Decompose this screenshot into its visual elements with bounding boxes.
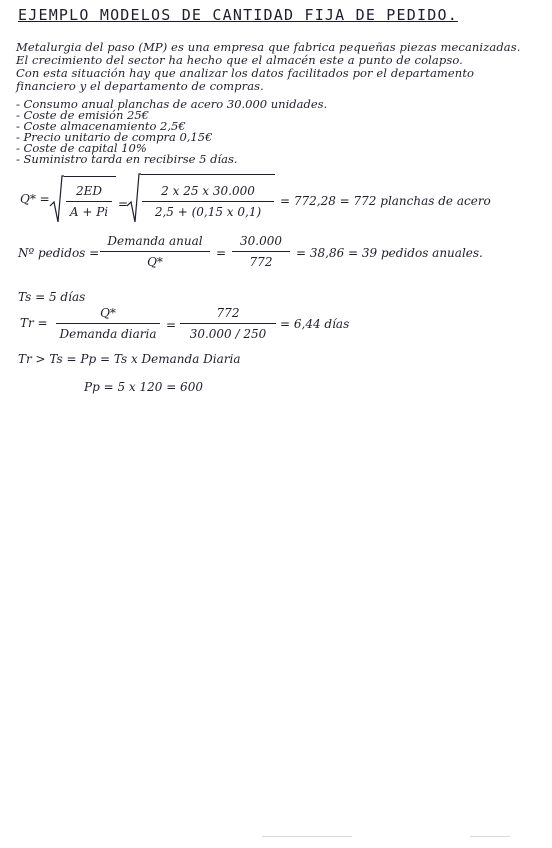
fraction-bar bbox=[180, 323, 276, 324]
paragraph-line-1: Metalurgia del paso (MP) es una empresa que fabrica pequeñas piezas mecanizadas. bbox=[16, 40, 521, 54]
fraction-bar bbox=[56, 323, 160, 324]
eq1-equals: = bbox=[118, 197, 129, 211]
eq2-f1-numerator: Demanda anual bbox=[107, 234, 203, 248]
eq3-f2-numerator: 772 bbox=[216, 306, 240, 320]
document-title: EJEMPLO MODELOS DE CANTIDAD FIJA DE PEDIDO. bbox=[18, 6, 458, 24]
bullet-consumo: - Consumo anual planchas de acero 30.000 unidades. bbox=[16, 97, 328, 111]
eq1-f1-numerator: 2ED bbox=[75, 184, 102, 198]
fraction-bar bbox=[100, 251, 210, 252]
eq1-f2-denominator: 2,5 + (0,15 x 0,1) bbox=[154, 205, 262, 219]
eq1-f2-numerator: 2 x 25 x 30.000 bbox=[161, 184, 255, 198]
eq2-f2-numerator: 30.000 bbox=[240, 234, 282, 248]
sqrt-sign-2 bbox=[127, 174, 141, 224]
bullet-capital: - Coste de capital 10% bbox=[16, 141, 147, 155]
eq3-result: = 6,44 días bbox=[280, 317, 350, 331]
eq1-fraction-1 bbox=[66, 184, 112, 219]
paragraph-line-3: Con esta situación hay que analizar los datos facilitados por el departamento bbox=[16, 66, 475, 80]
sqrt-sign-1 bbox=[50, 176, 64, 224]
eq4-line: Tr > Ts = Pp = Ts x Demanda Diaria bbox=[18, 352, 241, 366]
bullet-suministro: - Suministro tarda en recibirse 5 días. bbox=[16, 152, 238, 166]
bullet-almacenamiento: - Coste almacenamiento 2,5€ bbox=[16, 119, 186, 133]
eq2-result: = 38,86 = 39 pedidos anuales. bbox=[296, 246, 483, 260]
fraction-bar bbox=[232, 251, 290, 252]
fraction-bar bbox=[66, 201, 112, 202]
sqrt-bar-1 bbox=[64, 176, 116, 177]
eq3-f2-denominator: 30.000 / 250 bbox=[189, 327, 267, 341]
eq3-f1-numerator: Q* bbox=[100, 306, 116, 320]
ts-line: Ts = 5 días bbox=[18, 290, 86, 304]
eq2-equals: = bbox=[216, 246, 227, 260]
eq2-f2-denominator: 772 bbox=[249, 255, 273, 269]
eq1-result: = 772,28 = 772 planchas de acero bbox=[280, 194, 491, 208]
paragraph-line-2: El crecimiento del sector ha hecho que el almacén este a punto de colapso. bbox=[16, 53, 463, 67]
eq3-f1-denominator: Demanda diaria bbox=[59, 327, 157, 341]
scan-artifact bbox=[470, 836, 510, 837]
fraction-bar bbox=[142, 201, 274, 202]
eq1-fraction-2 bbox=[142, 184, 274, 219]
eq2-f1-denominator: Q* bbox=[147, 255, 163, 269]
eq3-fraction-1 bbox=[56, 306, 160, 341]
paragraph-line-4: financiero y el departamento de compras. bbox=[16, 79, 264, 93]
eq5-line: Pp = 5 x 120 = 600 bbox=[84, 380, 203, 394]
eq2-lhs: Nº pedidos = bbox=[18, 246, 100, 260]
bullet-emision: - Coste de emisión 25€ bbox=[16, 108, 149, 122]
bullet-precio: - Precio unitario de compra 0,15€ bbox=[16, 130, 213, 144]
eq1-f1-denominator: A + Pi bbox=[69, 205, 109, 219]
eq3-fraction-2 bbox=[180, 306, 276, 341]
eq1-lhs: Q* = bbox=[20, 192, 50, 206]
eq2-fraction-2 bbox=[232, 234, 290, 269]
scan-artifact bbox=[262, 836, 352, 837]
eq3-equals: = bbox=[166, 318, 177, 332]
eq3-lhs: Tr = bbox=[20, 316, 48, 330]
sqrt-bar-2 bbox=[141, 174, 275, 175]
eq2-fraction-1 bbox=[100, 234, 210, 269]
